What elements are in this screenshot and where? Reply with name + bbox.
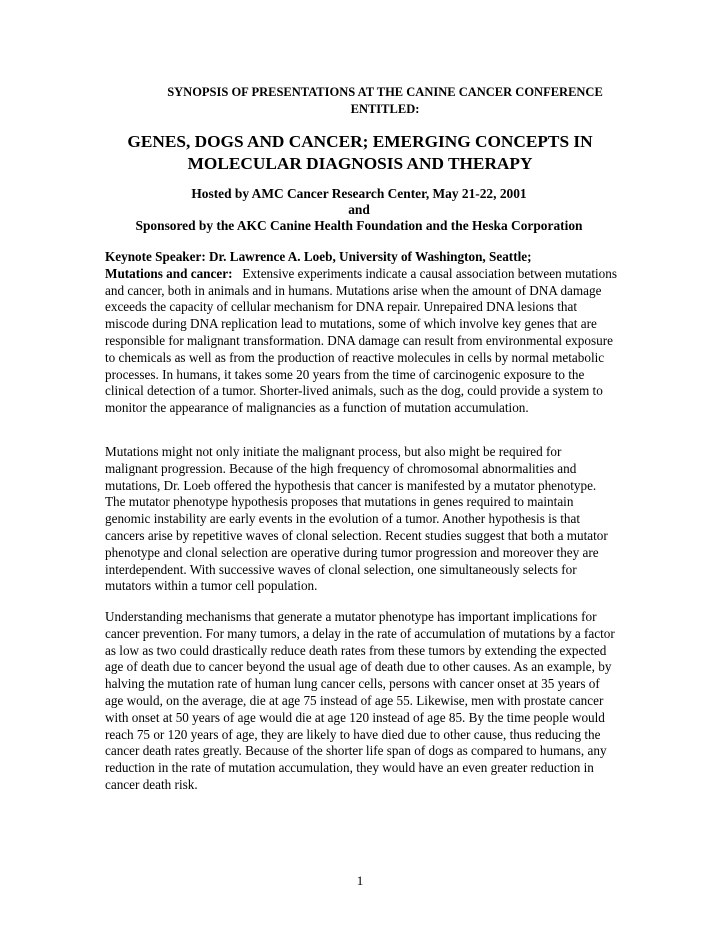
keynote-paragraph [105,249,617,417]
synopsis-line-1: SYNOPSIS OF PRESENTATIONS AT THE CANINE CANCER CONFERENCE [167,85,603,99]
page-number: 1 [356,873,364,888]
body-paragraph: Mutations might not only initiate the malignant process, but also might be required for malignant progression. Because of the high frequency of chromosomal abnormalities and mutations, Dr. Loeb offered the hypothesis that cancer is manifested by a mutator phenotype. The mutator phenotype hypothesis proposes that mutations in genes required to maintain genomic instability are early events in the evolution of a tumor. Another hypothesis is that cancers arise by repetitive waves of clonal selection. Recent studies suggest that both a mutator phenotype and clonal selection are operative during tumor progression and moreover they are interdependent. With successive waves of clonal selection, one simultaneously selects for mutators within a tumor cell population. [105,444,608,594]
title-line-1: GENES, DOGS AND CANCER; EMERGING CONCEPTS IN [127,132,593,151]
hosted-line: Hosted by AMC Cancer Research Center, May 21-22, 2001 [191,186,527,201]
title-line-2: MOLECULAR DIAGNOSIS AND THERAPY [187,154,533,173]
keynote-text: Extensive experiments indicate a causal association between mutations and cancer, both in animals and in humans. Mutations arise when the amount of DNA damage exceeds the capacity of cellular mechanism for DNA repair. Unrepaired DNA lesions that miscode during DNA replication lead to mutations, some of which involve key genes that are responsible for malignant transformation. DNA damage can result from environmental exposure to chemicals as well as from the production of reactive molecules in cells by normal metabolic processes. In humans, it takes some 20 years from the time of carcinogenic exposure to the clinical detection of a tumor. Shorter-lived animals, such as the dog, could provide a system to monitor the appearance of malignancies as a function of mutation accumulation. [105,265,617,416]
keynote-topic: Mutations and cancer: [105,265,233,281]
host-info [104,186,614,234]
body-paragraph: Understanding mechanisms that generate a mutator phenotype has important implications for cancer prevention. For many tumors, a delay in the rate of accumulation of mutations by a factor as low as two could drastically reduce death rates from these tumors by extending the expected age of death due to cancer beyond the usual age of death due to other causes. As an example, by halving the mutation rate of human lung cancer cells, persons with cancer onset at 35 years of age would, on the average, die at age 75 instead of age 55. Likewise, men with prostate cancer with onset at 50 years of age would die at age 120 instead of age 85. By the time people would reach 75 or 120 years of age, they are likely to have died due to other cause, thus reducing the cancer death rates greatly. Because of the shorter life span of dogs as compared to humans, any reduction in the rate of mutation accumulation, they would have an even greater reduction in cancer death risk. [105,609,615,792]
synopsis-heading [150,84,620,117]
sponsored-line: Sponsored by the AKC Canine Health Foundation and the Heska Corporation [135,218,583,233]
keynote-speaker: Keynote Speaker: Dr. Lawrence A. Loeb, University of Washington, Seattle; [105,249,532,264]
synopsis-line-2: ENTITLED: [350,101,420,116]
and-line: and [348,202,370,217]
conference-title [110,131,610,175]
